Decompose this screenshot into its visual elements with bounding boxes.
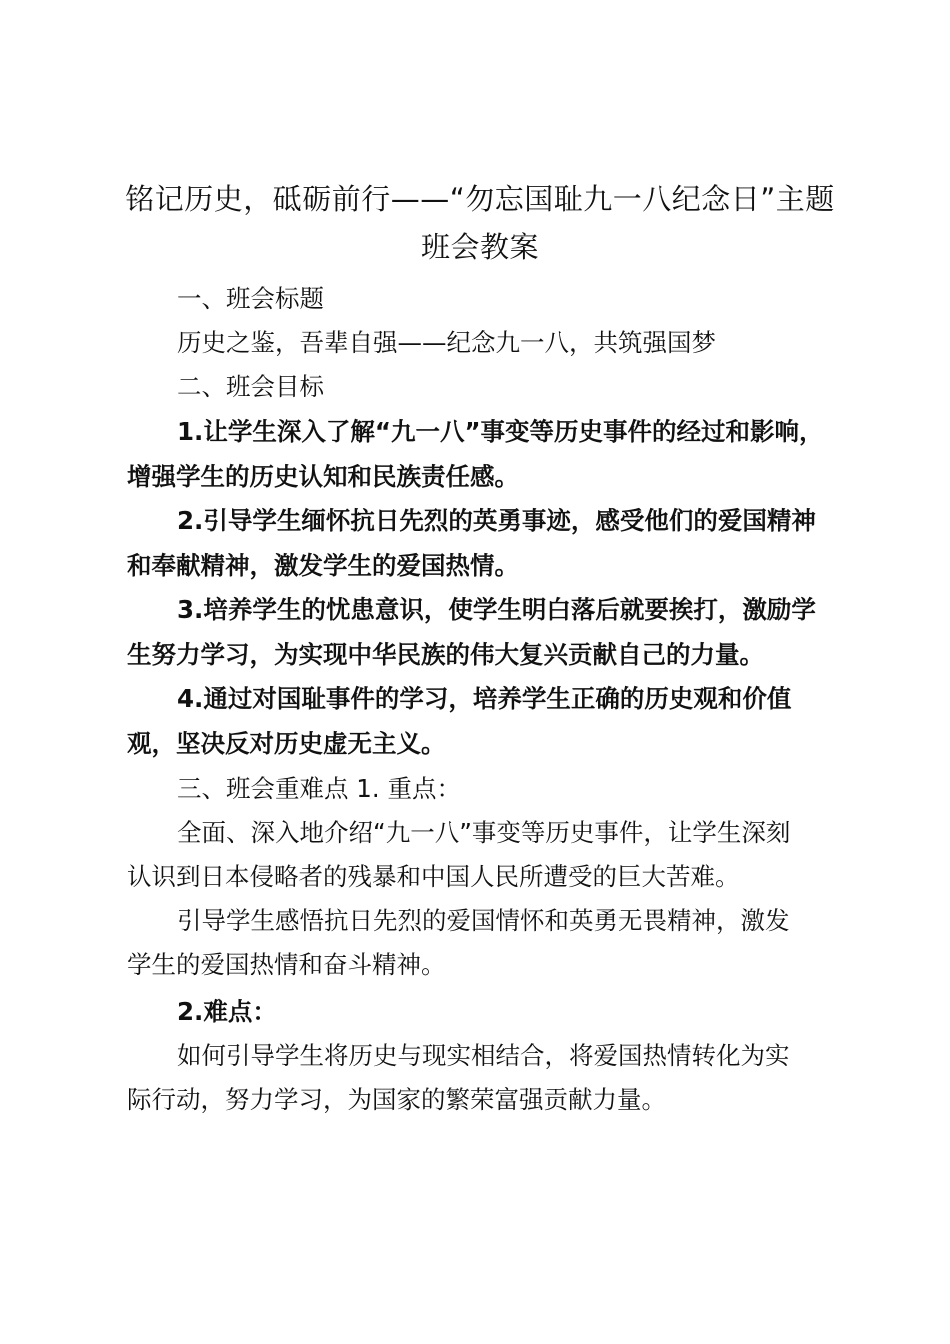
goal-item-3 — [127, 587, 827, 677]
difficulty-heading: 2.难点： — [177, 997, 277, 1026]
goal-item-1-line1: 1.让学生深入了解“九一八”事变等历史事件的经过和影响， — [177, 417, 824, 446]
goal-item-1 — [127, 409, 827, 499]
goal-item-4-line2: 观，坚决反对历史虚无主义。 — [127, 729, 446, 758]
key-point-paragraph-1-line1: 全面、深入地介绍“九一八”事变等历史事件，让学生深刻 — [177, 818, 791, 847]
goal-item-4-line1: 4.通过对国耻事件的学习，培养学生正确的历史观和价值 — [177, 684, 792, 713]
key-point-paragraph-2-line2: 学生的爱国热情和奋斗精神。 — [127, 950, 446, 979]
difficulty-paragraph-line1: 如何引导学生将历史与现实相结合，将爱国热情转化为实 — [177, 1041, 790, 1070]
goal-item-3-line2: 生努力学习，为实现中华民族的伟大复兴贡献自己的力量。 — [127, 640, 764, 669]
difficulty-paragraph — [127, 1034, 827, 1122]
goal-item-2-line1: 2.引导学生缅怀抗日先烈的英勇事迹，感受他们的爱国精神 — [177, 506, 816, 535]
goal-item-4 — [127, 676, 827, 766]
difficulty-paragraph-line2: 际行动，努力学习，为国家的繁荣富强贡献力量。 — [127, 1085, 666, 1114]
document-title-line2: 班会教案 — [420, 230, 539, 264]
document-title-line1: 铭记历史，砥砺前行——“勿忘国耻九一八纪念日”主题 — [125, 182, 835, 216]
section1-heading: 一、班会标题 — [177, 284, 324, 313]
section1-text: 历史之鉴，吾辈自强——纪念九一八，共筑强国梦 — [177, 328, 716, 357]
goal-item-1-line2: 增强学生的历史认知和民族责任感。 — [127, 462, 519, 491]
key-point-paragraph-2-line1: 引导学生感悟抗日先烈的爱国情怀和英勇无畏精神，激发 — [177, 906, 790, 935]
key-point-paragraph-1 — [127, 811, 827, 899]
section2-heading: 二、班会目标 — [177, 372, 324, 401]
key-point-paragraph-1-line2: 认识到日本侵略者的残暴和中国人民所遭受的巨大苦难。 — [127, 862, 740, 891]
section3-heading: 三、班会重难点 1. 重点： — [177, 774, 461, 803]
key-point-paragraph-2 — [127, 899, 827, 987]
goal-item-2-line2: 和奉献精神，激发学生的爱国热情。 — [127, 551, 519, 580]
goal-item-2 — [127, 498, 827, 588]
goal-item-3-line1: 3.培养学生的忧患意识，使学生明白落后就要挨打，激励学 — [177, 595, 816, 624]
